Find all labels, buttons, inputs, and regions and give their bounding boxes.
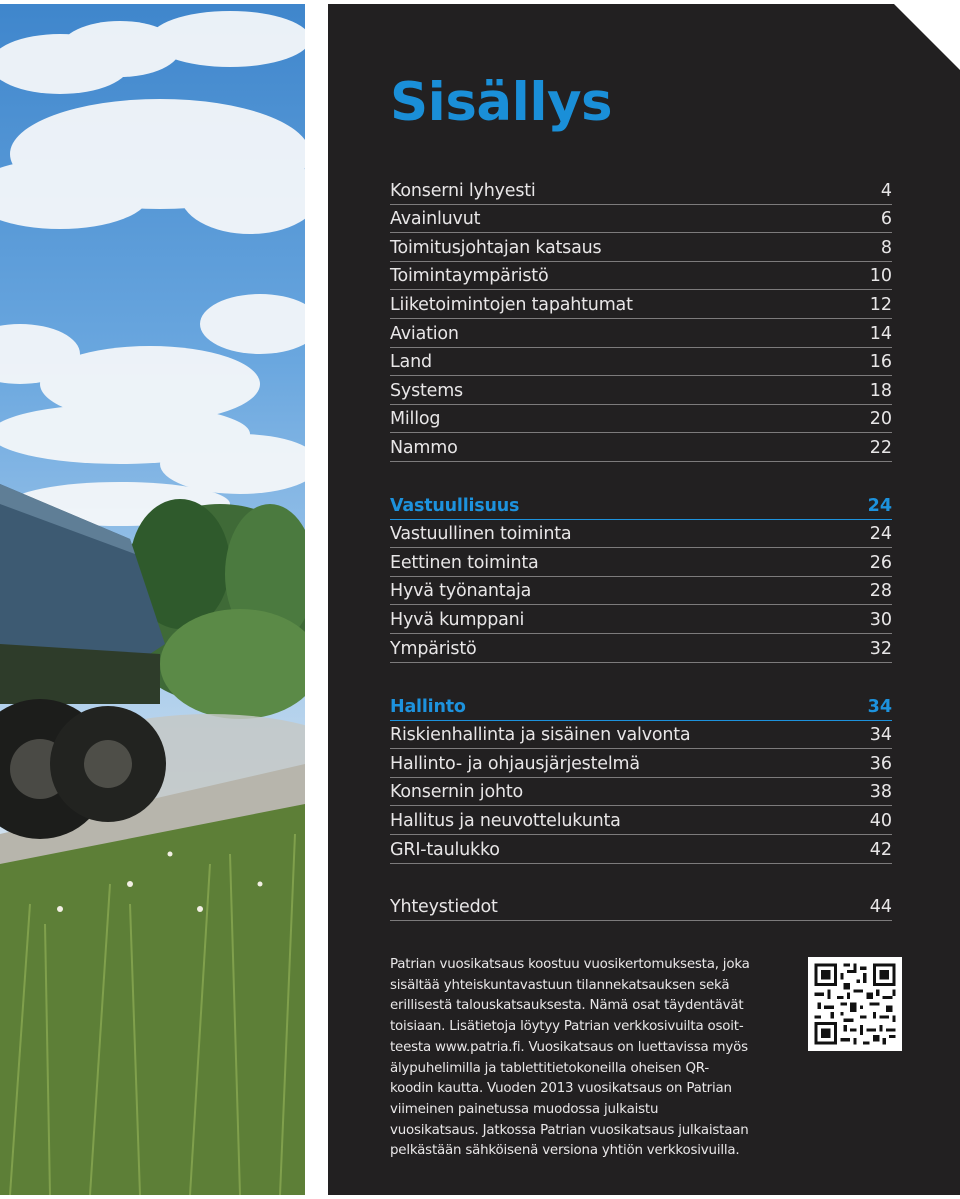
armoured-vehicle-photo	[0, 4, 305, 1195]
toc-page: 10	[869, 266, 892, 287]
toc-page: 18	[869, 380, 892, 401]
toc-label: Hallitus ja neuvottelukunta	[390, 810, 621, 831]
toc-row[interactable]	[390, 433, 892, 462]
toc-label: Hallinto- ja ohjausjärjestelmä	[390, 753, 640, 774]
toc-page: 26	[869, 552, 892, 573]
toc-page: 6	[880, 209, 892, 230]
toc-row[interactable]	[390, 405, 892, 434]
toc-label: Riskienhallinta ja sisäinen valvonta	[390, 725, 691, 746]
toc-label: Yhteystiedot	[390, 896, 498, 917]
toc-heading-page: 24	[867, 495, 892, 516]
toc-row[interactable]	[390, 835, 892, 864]
qr-code-icon	[808, 957, 902, 1051]
toc-row[interactable]	[390, 520, 892, 549]
toc-label: Avainluvut	[390, 209, 481, 230]
toc-row[interactable]	[390, 605, 892, 634]
toc-label: Hyvä työnantaja	[390, 581, 532, 602]
toc-heading-label: Vastuullisuus	[390, 495, 520, 516]
toc-row[interactable]	[390, 290, 892, 319]
toc-row[interactable]	[390, 205, 892, 234]
toc-label: GRI-taulukko	[390, 839, 500, 860]
toc-page: 8	[880, 237, 892, 258]
toc-label: Vastuullinen toiminta	[390, 524, 572, 545]
toc-label: Systems	[390, 380, 463, 401]
toc-row[interactable]	[390, 176, 892, 205]
toc-heading-row[interactable]	[390, 692, 892, 721]
toc-page: 28	[869, 581, 892, 602]
qr-code[interactable]	[808, 957, 902, 1051]
toc-page: 12	[869, 294, 892, 315]
contents-panel	[328, 4, 960, 1195]
toc-row[interactable]	[390, 376, 892, 405]
toc-page: 20	[869, 409, 892, 430]
toc-section-governance	[390, 692, 892, 864]
toc-page: 32	[869, 638, 892, 659]
toc-heading-page: 34	[867, 696, 892, 717]
toc-row[interactable]	[390, 892, 892, 921]
toc-row[interactable]	[390, 577, 892, 606]
page-title: Sisällys	[390, 72, 613, 133]
toc-page: 16	[869, 352, 892, 373]
toc-page: 40	[869, 810, 892, 831]
toc-section-company	[390, 176, 892, 462]
toc-row[interactable]	[390, 721, 892, 750]
toc-row[interactable]	[390, 348, 892, 377]
toc-row[interactable]	[390, 548, 892, 577]
cover-photo	[0, 4, 305, 1195]
toc-label: Ympäristö	[390, 638, 477, 659]
toc-row[interactable]	[390, 233, 892, 262]
toc-page: 30	[869, 609, 892, 630]
toc-page: 4	[880, 180, 892, 201]
toc-label: Konserni lyhyesti	[390, 180, 536, 201]
toc-heading-row[interactable]	[390, 491, 892, 520]
annual-review-note: Patrian vuosikatsaus koostuu vuosikertomuksesta, joka sisältää yhteiskuntavastuun tilannekatsauksen sekä erillisestä talouskatsauksesta. Nämä osat täydentävät toisiaan. Lisätietoja löytyy Patrian verkkosivuilta osoitteesta www.patria.fi. Vuosikatsaus on luettavissa myös älypuhelimilla ja tablettitietokoneilla oheisen QR-koodin kautta. Vuoden 2013 vuosikatsaus on Patrian viimeinen painetussa muodossa julkaistu vuosikatsaus. Jatkossa Patrian vuosikatsaus julkaistaan pelkästään sähköisenä versiona yhtiön verkkosivuilla.	[390, 957, 750, 1159]
toc-row[interactable]	[390, 749, 892, 778]
toc-page: 24	[869, 524, 892, 545]
toc-label: Aviation	[390, 323, 459, 344]
toc-page: 36	[869, 753, 892, 774]
toc-row[interactable]	[390, 319, 892, 348]
toc-row[interactable]	[390, 806, 892, 835]
toc-label: Toimintaympäristö	[390, 266, 549, 287]
toc-page: 44	[869, 896, 892, 917]
toc-section-contact	[390, 892, 892, 921]
toc-label: Land	[390, 352, 432, 373]
toc-heading-label: Hallinto	[390, 696, 466, 717]
toc-page: 14	[869, 323, 892, 344]
toc-page: 34	[869, 725, 892, 746]
toc-label: Konsernin johto	[390, 782, 524, 803]
toc-label: Toimitusjohtajan katsaus	[390, 237, 602, 258]
toc-page: 22	[869, 437, 892, 458]
toc-label: Millog	[390, 409, 441, 430]
toc-label: Eettinen toiminta	[390, 552, 539, 573]
toc-label: Hyvä kumppani	[390, 609, 525, 630]
folded-corner	[894, 4, 960, 70]
toc-row[interactable]	[390, 262, 892, 291]
toc-section-responsibility	[390, 491, 892, 663]
toc-page: 42	[869, 839, 892, 860]
toc-row[interactable]	[390, 634, 892, 663]
toc-label: Liiketoimintojen tapahtumat	[390, 294, 633, 315]
toc-row[interactable]	[390, 778, 892, 807]
toc-label: Nammo	[390, 437, 458, 458]
toc-page: 38	[869, 782, 892, 803]
